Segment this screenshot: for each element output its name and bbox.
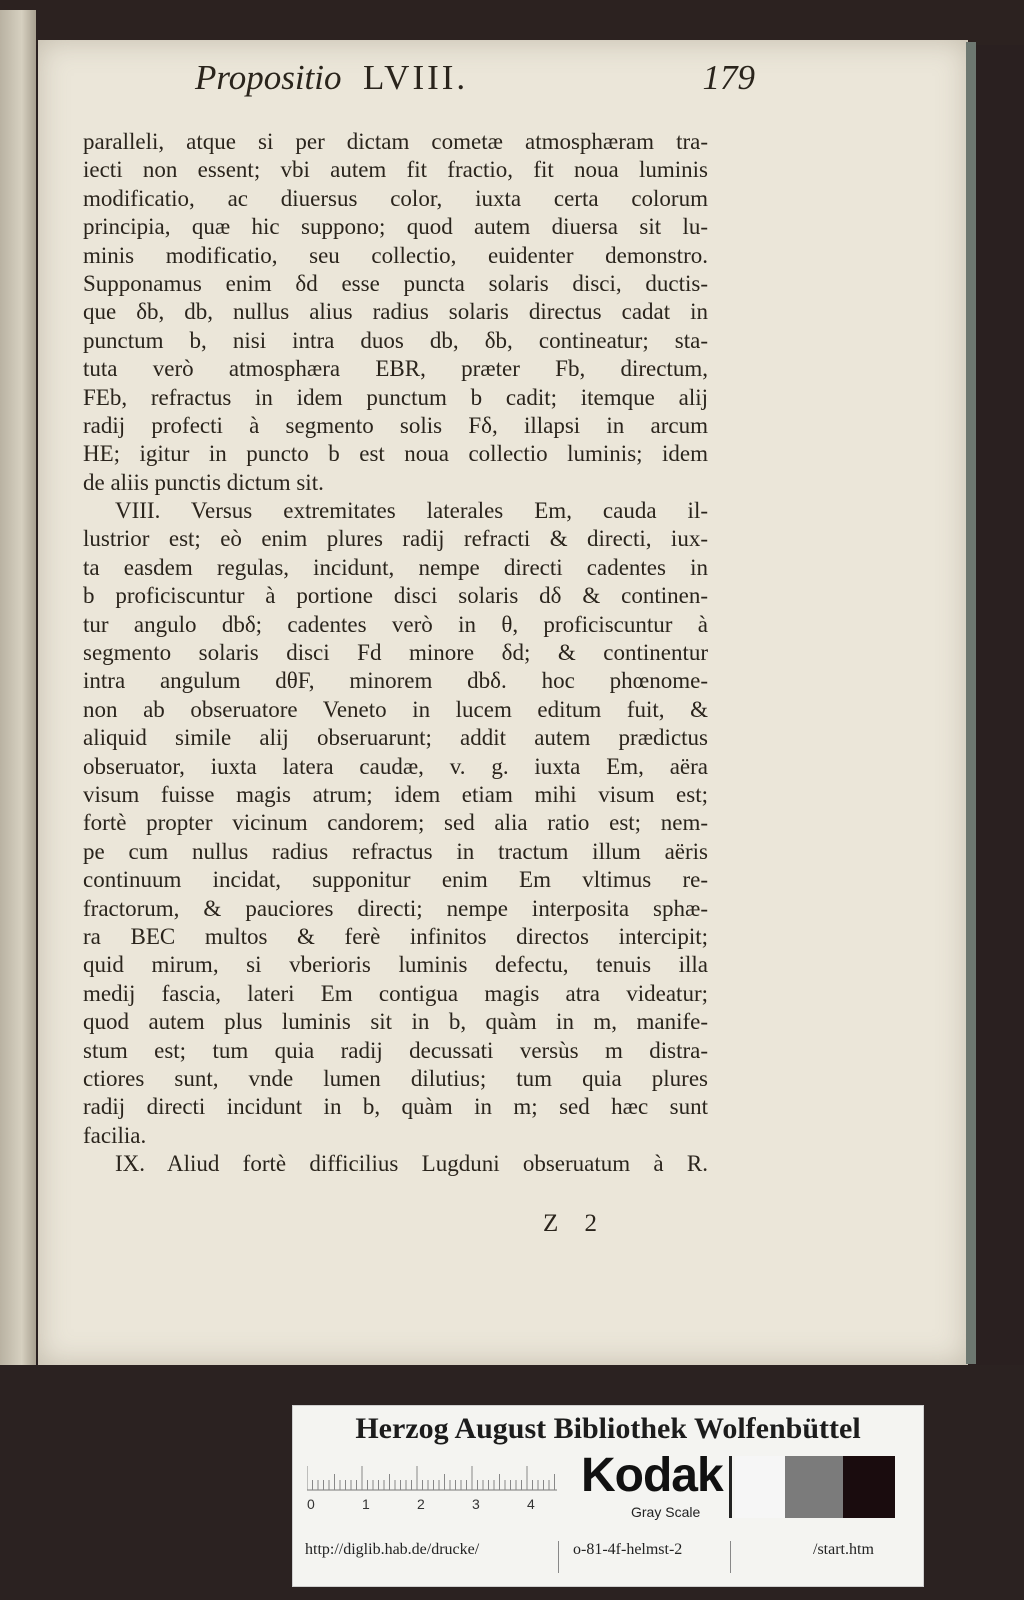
text-line: modificatio, ac diuersus color, iuxta certa colorum: [83, 185, 708, 211]
text-line: visum fuisse magis atrum; idem etiam mihi visum est;: [83, 781, 708, 807]
text-line: paralleli, atque si per dictam cometæ atmosphæram tra-: [83, 129, 708, 154]
ruler-labels: [307, 1496, 547, 1516]
ruler-label: 1: [362, 1496, 370, 1512]
text-line: aliquid simile alij obseruarunt; addit autem prædictus: [83, 725, 708, 751]
text-line: stum est; tum quia radij decussati versùs m distra-: [83, 1037, 708, 1063]
gray-scale-label: Gray Scale: [631, 1504, 701, 1520]
text-line: segmento solaris disci Fd minore δd; & continentur: [83, 640, 708, 666]
text-line: facilia.: [83, 1122, 147, 1148]
text-line: lustrior est; eò enim plures radij refracti & directi, iux-: [83, 526, 708, 552]
text-line: ta easdem regulas, incidunt, nempe directi cadentes in: [83, 554, 708, 580]
ruler-label: 4: [527, 1496, 535, 1512]
text-line: medij fascia, lateri Em contigua magis atra videatur;: [83, 980, 708, 1006]
text-line: punctum b, nisi intra duos db, δb, contineatur; sta-: [83, 327, 708, 353]
text-line: fractorum, & pauciores directi; nempe interposita sphæ-: [83, 895, 708, 921]
text-line: quid mirum, si vberioris luminis defectu, tenuis illa: [83, 952, 708, 978]
black-swatch: [843, 1456, 895, 1518]
scan-background-top: [0, 0, 1024, 45]
text-line: IX. Aliud fortè difficilius Lugduni obseruatum à R.: [115, 1151, 708, 1177]
text-line: de aliis punctis dictum sit.: [83, 469, 324, 495]
text-line: VIII. Versus extremitates laterales Em, cauda il-: [115, 498, 708, 524]
gray-swatch: [785, 1456, 843, 1518]
text-line: iecti non essent; vbi autem fit fractio, fit noua luminis: [83, 157, 708, 183]
url-row: [293, 1541, 923, 1581]
library-name: Herzog August Bibliothek Wolfenbüttel: [355, 1412, 861, 1445]
ruler-label: 0: [307, 1496, 315, 1512]
running-title: Propositio: [195, 58, 342, 97]
text-line: non ab obseruatore Veneto in lucem editum fuit, &: [83, 696, 708, 722]
facing-page-edge: [0, 10, 36, 1380]
text-line: tur angulo dbδ; cadentes verò in θ, proficiscuntur à: [83, 611, 708, 637]
text-line: intra angulum dθF, minorem dbδ. hoc phœnome-: [83, 668, 708, 694]
ruler-label: 3: [472, 1496, 480, 1512]
text-line: ctiores sunt, vnde lumen dilutius; tum quia plures: [83, 1065, 708, 1091]
text-line: obseruator, iuxta latera caudæ, v. g. iuxta Em, aëra: [83, 753, 708, 779]
kodak-logo: Kodak: [581, 1449, 723, 1502]
color-target-card: [292, 1405, 924, 1587]
text-line: ra BEC multos & ferè infinitos directos intercipit;: [83, 923, 708, 949]
text-line: principia, quæ hic suppono; quod autem diuersa sit lu-: [83, 214, 708, 240]
text-line: HE; igitur in puncto b est noua collectio luminis; idem: [83, 441, 708, 467]
body-text: [83, 128, 708, 1178]
shelfmark: o-81-4f-helmst-2: [573, 1541, 683, 1558]
page-fore-edge: [966, 42, 976, 1364]
text-line: quod autem plus luminis sit in b, quàm in m, manife-: [83, 1009, 708, 1035]
signature-mark: Z 2: [543, 1210, 608, 1237]
page-number: 179: [702, 58, 755, 97]
text-line: que δb, db, nullus alius radius solaris directus cadat in: [83, 299, 708, 325]
page-header: [195, 58, 755, 118]
url-prefix: http://diglib.hab.de/drucke/: [305, 1541, 480, 1558]
url-separator: [730, 1541, 731, 1573]
text-line: tuta verò atmosphæra EBR, præter Fb, directum,: [83, 356, 708, 382]
swatch-divider: [729, 1456, 732, 1518]
text-line: b proficiscuntur à portione disci solaris dδ & continen-: [83, 583, 708, 609]
url-suffix: /start.htm: [813, 1541, 874, 1558]
text-line: fortè propter vicinum candorem; sed alia ratio est; nem-: [83, 810, 708, 836]
text-line: pe cum nullus radius refractus in tractum illum aëris: [83, 838, 708, 864]
running-proposition-number: LVIII.: [363, 58, 469, 97]
white-swatch: [735, 1456, 785, 1518]
ruler-label: 2: [417, 1496, 425, 1512]
url-separator: [558, 1541, 559, 1573]
text-line: Supponamus enim δd esse puncta solaris disci, ductis-: [83, 270, 708, 296]
ruler-scale: [307, 1462, 557, 1492]
text-line: FEb, refractus in idem punctum b cadit; itemque alij: [83, 384, 708, 410]
text-line: radij profecti à segmento solis Fδ, illapsi in arcum: [83, 412, 708, 438]
text-line: radij directi incidunt in b, quàm in m; sed hæc sunt: [83, 1094, 708, 1120]
text-line: continuum incidat, supponitur enim Em vltimus re-: [83, 867, 708, 893]
text-line: minis modificatio, seu collectio, euidenter demonstro.: [83, 242, 708, 268]
